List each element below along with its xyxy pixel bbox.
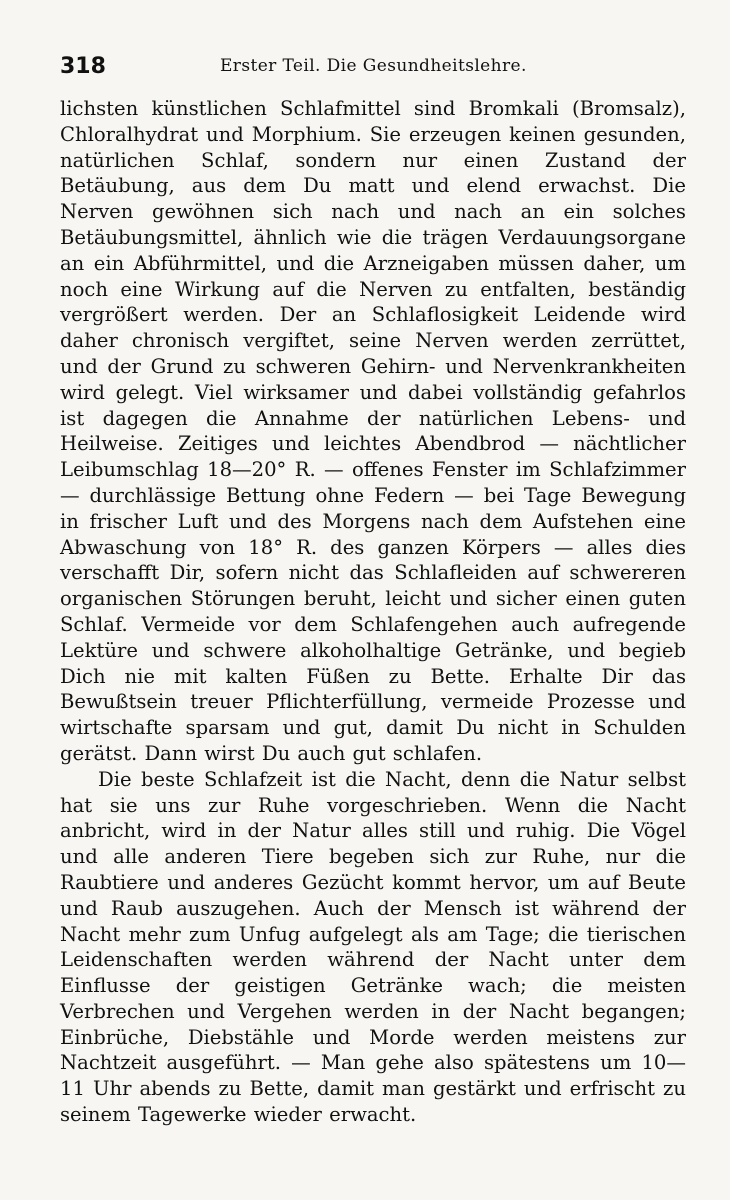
- body-text: [60, 96, 686, 1128]
- paragraph-2: Die beste Schlafzeit ist die Nacht, denn die Natur selbst hat sie uns zur Ruhe vorgeschrieben. Wenn die Nacht anbricht, wird in der Natur alles still und ruhig. Die Vögel und alle anderen Tiere begeben sich zur Ruhe, nur die Raubtiere und anderes Gezücht kommt hervor, um auf Beute und Raub auszugehen. Auch der Mensch ist während der Nacht mehr zum Unfug aufgelegt als am Tage; die tierischen Leidenschaften werden während der Nacht unter dem Einflusse der geistigen Getränke wach; die meisten Verbrechen und Vergehen werden in der Nacht begangen; Einbrüche, Diebstähle und Morde werden meistens zur Nachtzeit ausgeführt. — Man gehe also spätestens um 10—11 Uhr abends zu Bette, damit man gestärkt und erfrischt zu seinem Tagewerke wieder erwacht.: [60, 767, 686, 1127]
- page-number: 318: [60, 54, 106, 79]
- page-header: [60, 50, 686, 90]
- running-title: Erster Teil. Die Gesundheitslehre.: [220, 56, 527, 76]
- paragraph-1: lichsten künstlichen Schlafmittel sind Bromkali (Bromsalz), Chloralhydrat und Morphium. Sie erzeugen keinen gesunden, natürlichen Schlaf, sondern nur einen Zustand der Betäubung, aus dem Du matt und elend erwachst. Die Nerven gewöhnen sich nach und nach an ein solches Betäubungsmittel, ähnlich wie die trägen Verdauungsorgane an ein Abführmittel, und die Arzneigaben müssen daher, um noch eine Wirkung auf die Nerven zu entfalten, beständig vergrößert werden. Der an Schlaflosigkeit Leidende wird daher chronisch vergiftet, seine Nerven werden zerrüttet, und der Grund zu schweren Gehirn- und Nervenkrankheiten wird gelegt. Viel wirksamer und dabei vollständig gefahrlos ist dagegen die Annahme der natürlichen Lebens- und Heilweise. Zeitiges und leichtes Abendbrod — nächtlicher Leibumschlag 18—20° R. — offenes Fenster im Schlafzimmer — durchlässige Bettung ohne Federn — bei Tage Bewegung in frischer Luft und des Morgens nach dem Aufstehen eine Abwaschung von 18° R. des ganzen Körpers — alles dies verschafft Dir, sofern nicht das Schlafleiden auf schwereren organischen Störungen beruht, leicht und sicher einen guten Schlaf. Vermeide vor dem Schlafengehen auch aufregende Lektüre und schwere alkoholhaltige Getränke, und begieb Dich nie mit kalten Füßen zu Bette. Erhalte Dir das Bewußtsein treuer Pflichterfüllung, vermeide Prozesse und wirtschafte sparsam und gut, damit Du nicht in Schulden gerätst. Dann wirst Du auch gut schlafen.: [60, 97, 686, 765]
